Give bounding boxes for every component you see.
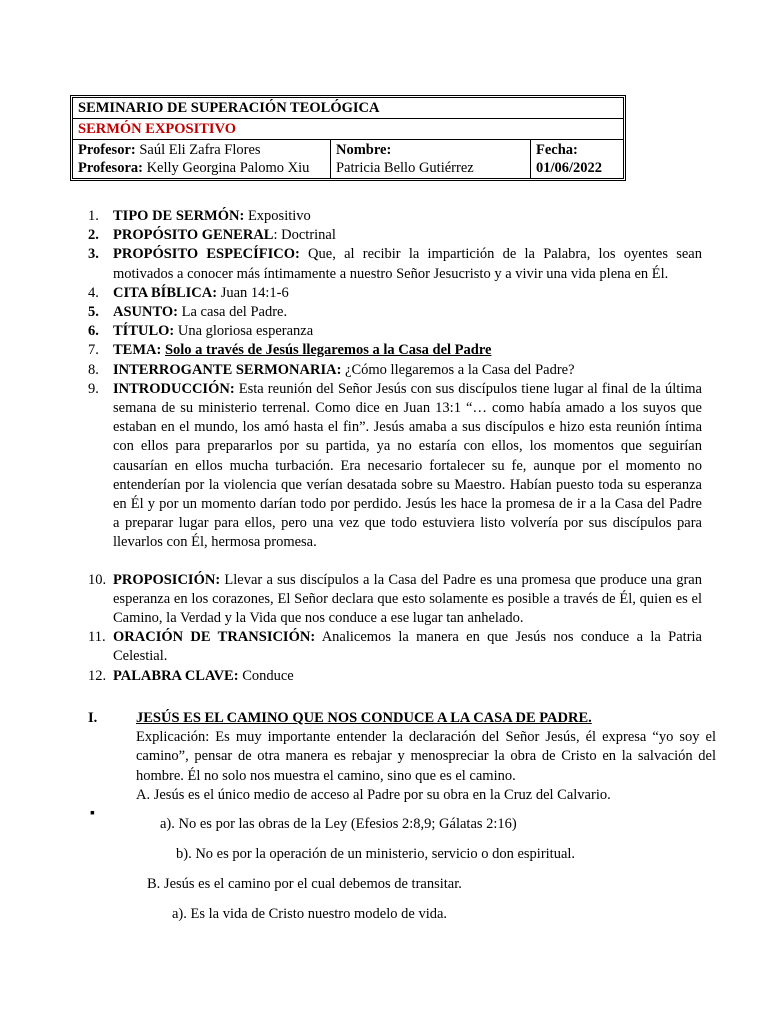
nombre-label: Nombre:	[336, 142, 392, 158]
list-item	[88, 284, 702, 303]
profesora-label: Profesora:	[78, 160, 143, 176]
item-text: La casa del Padre.	[178, 304, 288, 321]
header-row-seminary	[73, 98, 623, 119]
item-label: TIPO DE SERMÓN:	[113, 208, 245, 224]
list-item	[88, 226, 702, 245]
item-label: PROPÓSITO GENERAL	[113, 227, 274, 244]
list-item	[88, 303, 702, 322]
item-label: INTERROGANTE SERMONARIA:	[113, 361, 342, 378]
item-number: 4.	[88, 284, 99, 301]
section-heading	[88, 709, 738, 728]
item-number: 9.	[88, 380, 99, 397]
item-number: 3.	[88, 246, 99, 263]
point-a-sub-b: b). No es por la operación de un ministerio, servicio o don espiritual.	[176, 846, 576, 862]
item-label: ASUNTO:	[113, 304, 178, 321]
item-number: 7.	[88, 342, 99, 359]
list-item	[88, 361, 702, 380]
bullet-marker: ▪	[90, 806, 95, 821]
list-item	[88, 571, 702, 629]
item-text: Expositivo	[244, 208, 311, 224]
section-one	[88, 709, 738, 805]
list-item	[88, 245, 702, 283]
profesor-name: Saúl Eli Zafra Flores	[135, 142, 261, 158]
list-item	[88, 207, 702, 226]
fecha-value: 01/06/2022	[536, 160, 603, 176]
item-text: Llevar a sus discípulos a la Casa del Padre es una promesa que produce una gran esperanza en los corazones, El Señor declara que esto solamente es posible a través de Él, quien es el Camino, la Verdad y la Vida que nos conduce a ese lugar tan anhelado.	[113, 571, 702, 627]
item-number: 12.	[88, 667, 107, 684]
item-label: PROPÓSITO ESPECÍFICO:	[113, 246, 300, 263]
list-item	[88, 322, 702, 341]
item-label: PALABRA CLAVE:	[113, 667, 239, 684]
sermon-type: SERMÓN EXPOSITIVO	[78, 121, 237, 137]
item-number: 8.	[88, 361, 99, 378]
point-b-sub-a: a). Es la vida de Cristo nuestro modelo de vida.	[172, 906, 448, 922]
list-item	[88, 380, 702, 553]
point-a: A. Jesús es el único medio de acceso al Padre por su obra en la Cruz del Calvario.	[136, 786, 611, 803]
list-item	[88, 628, 702, 666]
date-cell	[531, 140, 623, 178]
item-number: 11.	[88, 629, 106, 646]
item-number: 1.	[88, 208, 99, 224]
point-b: B. Jesús es el camino por el cual debemos de transitar.	[147, 876, 462, 892]
section-title: JESÚS ES EL CAMINO QUE NOS CONDUCE A LA CASA DE PADRE.	[136, 710, 592, 726]
item-label: INTRODUCCIÓN:	[113, 380, 235, 397]
sermon-outline-list	[88, 207, 702, 686]
section-number: I.	[88, 710, 98, 726]
item-text: : Doctrinal	[273, 227, 336, 244]
teachers-cell	[73, 140, 331, 178]
item-number: 10.	[88, 571, 107, 588]
section-explanation: Explicación: Es muy importante entender la declaración del Señor Jesús, él expresa “yo soy el camino”, pensar de otra manera es rebajar y menospreciar la obra de Cristo en la salvación del hombre. Él no solo nos muestra el camino, sino que es el camino.	[136, 729, 716, 784]
item-label: TEMA:	[113, 342, 162, 359]
header-table	[70, 95, 626, 181]
item-text: Conduce	[238, 667, 294, 684]
list-item	[88, 341, 702, 360]
item-text: Analicemos la manera en que Jesús nos conduce a la Patria Celestial.	[113, 629, 702, 665]
item-text: Una gloriosa esperanza	[174, 323, 314, 340]
item-number: 5.	[88, 304, 99, 321]
item-text: Juan 14:1-6	[217, 284, 289, 301]
fecha-label: Fecha:	[536, 142, 578, 158]
item-label: ORACIÓN DE TRANSICIÓN:	[113, 629, 316, 646]
item-text: Solo a través de Jesús llegaremos a la Casa del Padre	[164, 342, 492, 359]
nombre-value: Patricia Bello Gutiérrez	[336, 160, 474, 176]
profesor-label: Profesor:	[78, 142, 136, 158]
list-item	[88, 667, 702, 686]
seminary-title: SEMINARIO DE SUPERACIÓN TEOLÓGICA	[78, 100, 380, 116]
header-row-people	[73, 140, 623, 178]
item-label: PROPOSICIÓN:	[113, 571, 221, 588]
item-text: Esta reunión del Señor Jesús con sus discípulos tiene lugar al final de la última semana de su ministerio terrenal. Como dice en Juan 13:1 “… como había amado a los suyos que estaban en el mundo, los amó hasta el fin”. Jesús amaba a sus discípulos e hizo esta reunión íntima con ellos para prepararlos por su partida, ya no estaría con ellos, los momentos que seguirían causarían en ellos mucha turbación. Era necesario fortalecer su fe, aunque por el momento no entenderían por la violencia que verían desatada sobre su Maestro. Habían puesto toda su esperanza en Él y por un momento darían todo por perdido. Jesús les hace la promesa de ir a la Casa del Padre a preparar lugar para ellos, pero una vez que todo estuviera listo volvería por sus discípulos para llevarlos con Él, hermosa promesa.	[113, 380, 702, 551]
header-row-sermon	[73, 119, 623, 140]
item-number: 2.	[88, 227, 99, 244]
item-text: Que, al recibir la impartición de la Palabra, los oyentes sean motivados a conocer más íntimamente a nuestro Señor Jesucristo y a vivir una vida plena en Él.	[113, 246, 702, 282]
profesora-name: Kelly Georgina Palomo Xiu	[142, 160, 310, 176]
item-text: ¿Cómo llegaremos a la Casa del Padre?	[341, 361, 575, 378]
name-cell	[331, 140, 531, 178]
item-number: 6.	[88, 323, 99, 340]
point-a-sub-a: a). No es por las obras de la Ley (Efesios 2:8,9; Gálatas 2:16)	[160, 816, 517, 832]
item-label: TÍTULO:	[113, 323, 175, 340]
item-label: CITA BÍBLICA:	[113, 284, 218, 301]
